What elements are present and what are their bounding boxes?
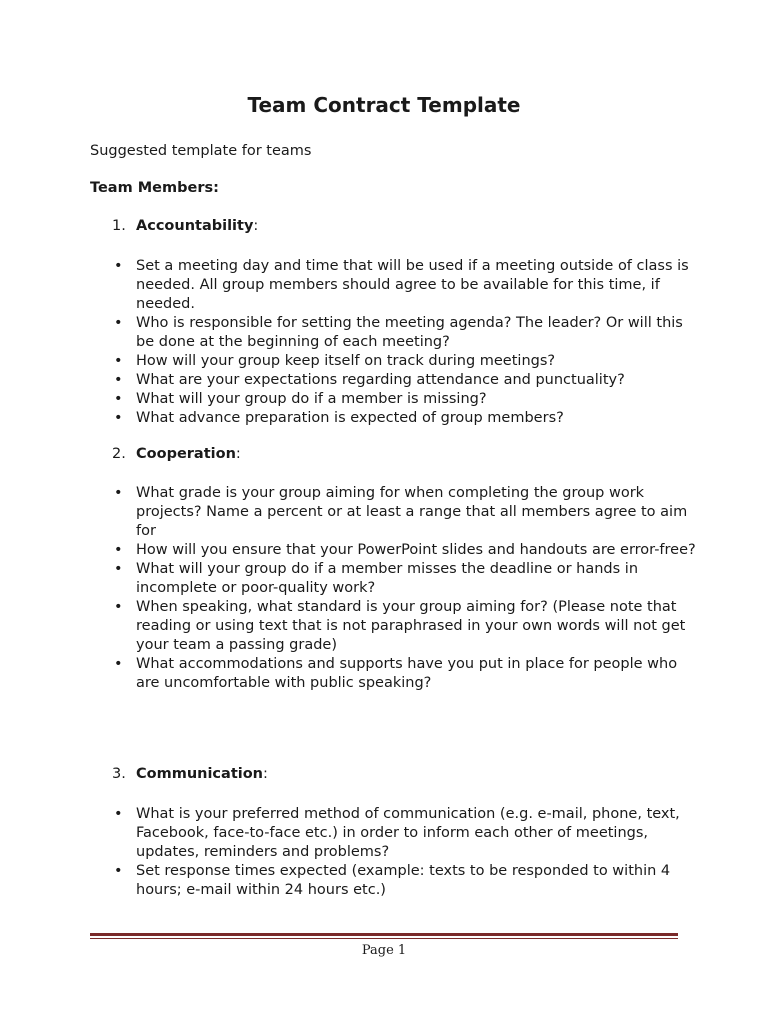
section-heading-cooperation [112, 446, 241, 462]
section-number: 3. [112, 766, 126, 782]
list-item: • Who is responsible for setting the meeting agenda? The leader? Or will this be done at the beginning of each meeting? [114, 315, 683, 350]
bullet-icon: • [114, 863, 123, 879]
section-name: Accountability [136, 218, 254, 234]
list-item: • What will your group do if a member misses the deadline or hands in incomplete or poor-quality work? [114, 561, 639, 596]
intro-text: Suggested template for teams [90, 143, 312, 159]
section-number: 1. [112, 218, 126, 234]
footer-rule-thin [90, 938, 678, 939]
section-suffix: : [253, 218, 259, 234]
list-item: • What are your expectations regarding attendance and punctuality? [114, 372, 625, 388]
list-item: • What advance preparation is expected of group members? [114, 410, 564, 426]
bullet-icon: • [114, 599, 123, 615]
section-suffix: : [263, 766, 268, 782]
team-members-label: Team Members: [90, 180, 219, 196]
document-title: Team Contract Template [247, 93, 521, 117]
section-number: 2. [112, 446, 126, 462]
list-item: • What grade is your group aiming for when completing the group work projects? Name a percent or at least a range that all members agree to aim for [114, 485, 688, 539]
section-name: Communication [136, 766, 264, 782]
accountability-list [0, 257, 689, 428]
list-item: • What is your preferred method of communication (e.g. e-mail, phone, text, Facebook, face-to-face etc.) in order to inform each other of meetings, updates, reminders and problems? [114, 806, 680, 860]
list-item: • What accommodations and supports have you put in place for people who are uncomfortable with public speaking? [114, 656, 678, 691]
bullet-icon: • [114, 391, 123, 407]
page-number: Page 1 [361, 943, 407, 958]
list-item: • What will your group do if a member is missing? [114, 391, 487, 407]
section-heading-accountability [112, 218, 258, 234]
bullet-icon: • [114, 542, 123, 558]
list-item: • Set a meeting day and time that will be used if a meeting outside of class is needed. All group members should agree to be available for this time, if needed. [114, 258, 689, 312]
bullet-icon: • [114, 410, 123, 426]
bullet-icon: • [114, 258, 123, 274]
footer-rule [90, 933, 678, 936]
bullet-icon: • [114, 485, 123, 501]
bullet-icon: • [114, 353, 123, 369]
list-item: • Set response times expected (example: texts to be responded to within 4 hours; e-mail within 24 hours etc.) [114, 863, 671, 898]
cooperation-list [0, 484, 696, 693]
list-item: • How will your group keep itself on track during meetings? [114, 353, 556, 369]
section-name: Cooperation [136, 446, 236, 462]
bullet-icon: • [114, 315, 123, 331]
section-suffix: : [235, 446, 241, 462]
list-item: • When speaking, what standard is your group aiming for? (Please note that reading or using text that is not paraphrased in your own words will not get your team a passing grade) [114, 599, 686, 653]
communication-list [0, 805, 680, 900]
bullet-icon: • [114, 561, 123, 577]
bullet-icon: • [114, 372, 123, 388]
section-heading-communication [112, 766, 268, 782]
bullet-icon: • [114, 806, 123, 822]
list-item: • How will you ensure that your PowerPoint slides and handouts are error-free? [114, 542, 696, 558]
bullet-icon: • [114, 656, 123, 672]
